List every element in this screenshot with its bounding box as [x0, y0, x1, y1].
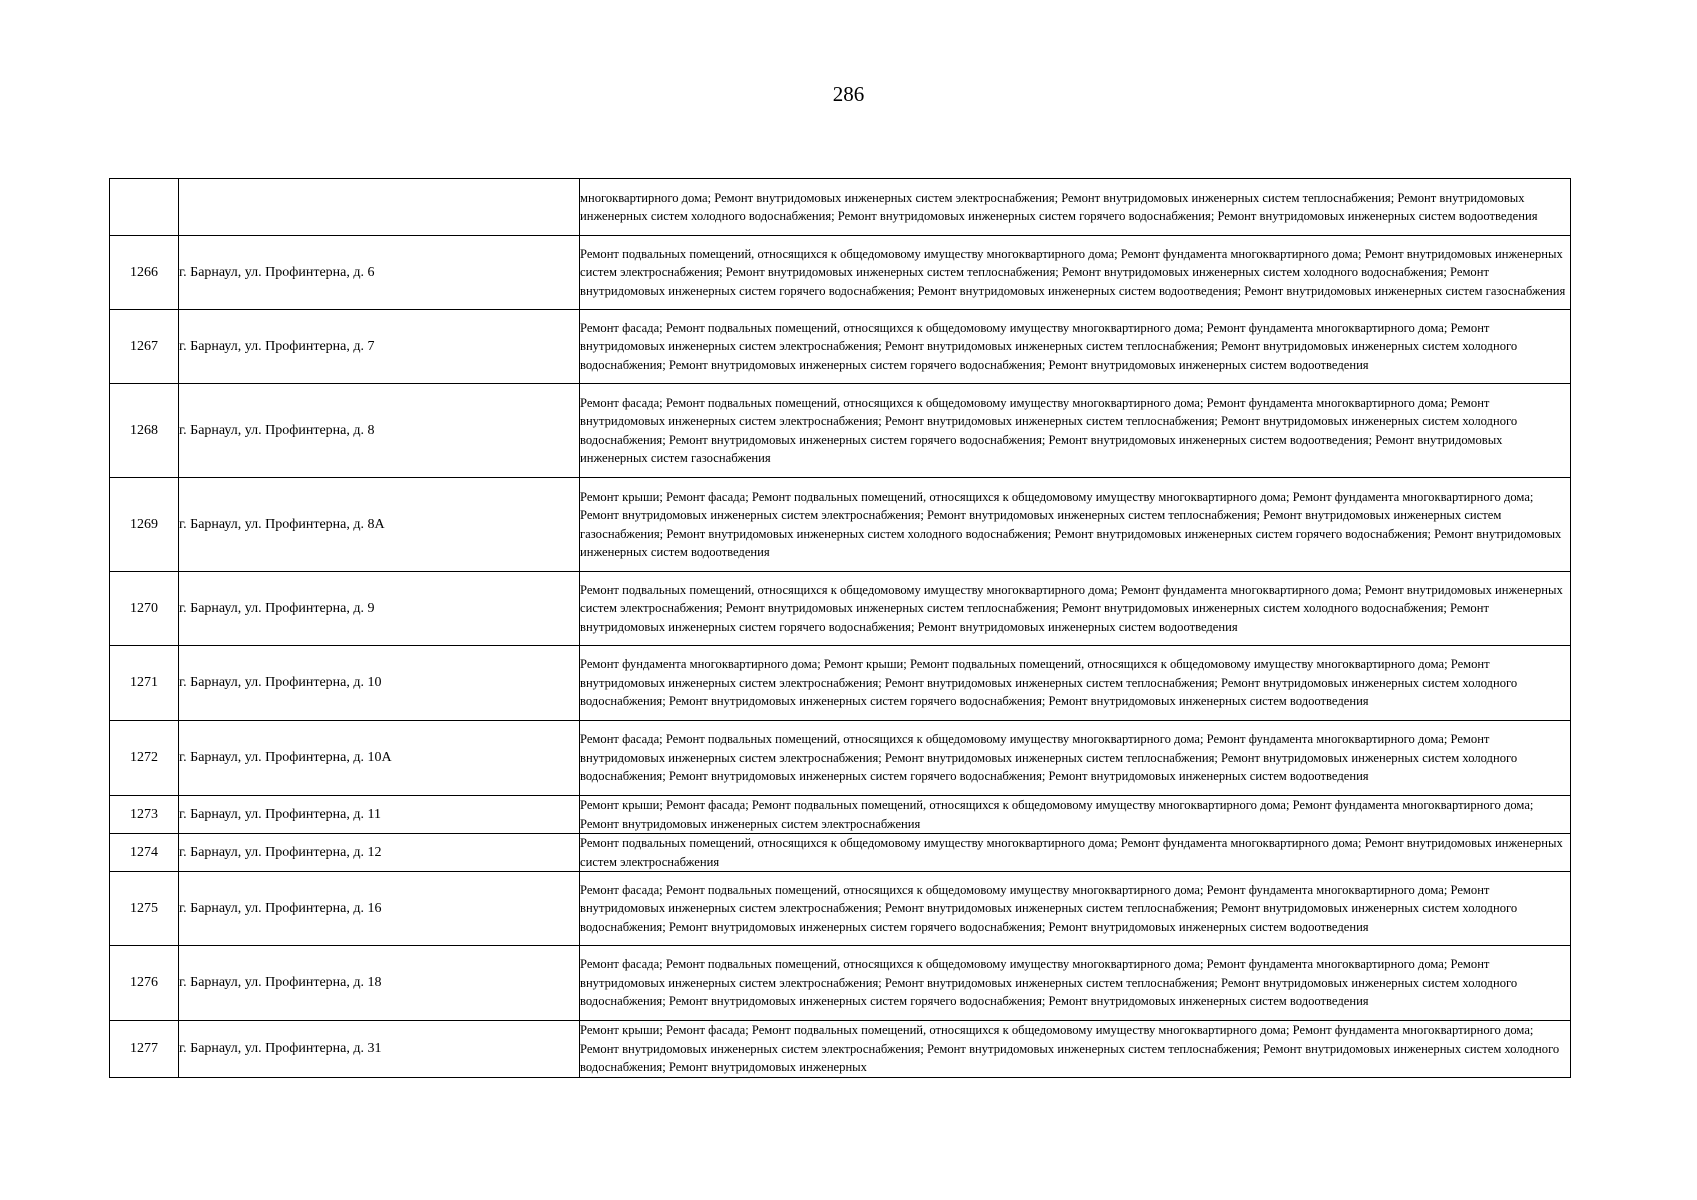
- row-number: 1274: [110, 834, 179, 872]
- row-address: г. Барнаул, ул. Профинтерна, д. 7: [179, 310, 580, 384]
- row-address: [179, 179, 580, 236]
- row-number: [110, 179, 179, 236]
- row-works: многоквартирного дома; Ремонт внутридомовых инженерных систем электроснабжения; Ремонт внутридомовых инженерных систем теплоснабжения; Ремонт внутридомовых инженерных систем холодного водоснабжения; Ремонт внутридомовых инженерных систем горячего водоснабжения; Ремонт внутридомовых инженерных систем водоотведения: [580, 179, 1571, 236]
- table-row: [110, 572, 1571, 646]
- row-works: Ремонт подвальных помещений, относящихся к общедомовому имуществу многоквартирного дома; Ремонт фундамента многоквартирного дома; Ремонт внутридомовых инженерных систем электроснабжения; Ремонт внутридомовых инженерных систем теплоснабжения; Ремонт внутридомовых инженерных систем холодного водоснабжения; Ремонт внутридомовых инженерных систем горячего водоснабжения; Ремонт внутридомовых инженерных систем водоотведения; Ремонт внутридомовых инженерных систем газоснабжения: [580, 236, 1571, 310]
- row-address: г. Барнаул, ул. Профинтерна, д. 8: [179, 384, 580, 478]
- row-works: Ремонт крыши; Ремонт фасада; Ремонт подвальных помещений, относящихся к общедомовому имуществу многоквартирного дома; Ремонт фундамента многоквартирного дома; Ремонт внутридомовых инженерных систем электроснабжения; Ремонт внутридомовых инженерных систем теплоснабжения; Ремонт внутридомовых инженерных систем холодного водоснабжения; Ремонт внутридомовых инженерных: [580, 1021, 1571, 1078]
- row-address: г. Барнаул, ул. Профинтерна, д. 12: [179, 834, 580, 872]
- page-number: 286: [832, 82, 865, 106]
- row-address: г. Барнаул, ул. Профинтерна, д. 16: [179, 872, 580, 946]
- row-number: 1273: [110, 796, 179, 834]
- row-number: 1271: [110, 646, 179, 721]
- row-works: Ремонт фасада; Ремонт подвальных помещений, относящихся к общедомовому имуществу многоквартирного дома; Ремонт фундамента многоквартирного дома; Ремонт внутридомовых инженерных систем электроснабжения; Ремонт внутридомовых инженерных систем теплоснабжения; Ремонт внутридомовых инженерных систем холодного водоснабжения; Ремонт внутридомовых инженерных систем горячего водоснабжения; Ремонт внутридомовых инженерных систем водоотведения: [580, 872, 1571, 946]
- row-address: г. Барнаул, ул. Профинтерна, д. 9: [179, 572, 580, 646]
- row-works: Ремонт фасада; Ремонт подвальных помещений, относящихся к общедомовому имуществу многоквартирного дома; Ремонт фундамента многоквартирного дома; Ремонт внутридомовых инженерных систем электроснабжения; Ремонт внутридомовых инженерных систем теплоснабжения; Ремонт внутридомовых инженерных систем холодного водоснабжения; Ремонт внутридомовых инженерных систем горячего водоснабжения; Ремонт внутридомовых инженерных систем водоотведения; Ремонт внутридомовых инженерных систем газоснабжения: [580, 384, 1571, 478]
- row-number: 1276: [110, 946, 179, 1021]
- table-row: [110, 384, 1571, 478]
- row-number: 1269: [110, 478, 179, 572]
- table-row: [110, 179, 1571, 236]
- table-row: [110, 310, 1571, 384]
- row-number: 1277: [110, 1021, 179, 1078]
- table-row: [110, 834, 1571, 872]
- table-row: [110, 646, 1571, 721]
- row-works: Ремонт крыши; Ремонт фасада; Ремонт подвальных помещений, относящихся к общедомовому имуществу многоквартирного дома; Ремонт фундамента многоквартирного дома; Ремонт внутридомовых инженерных систем электроснабжения; Ремонт внутридомовых инженерных систем теплоснабжения; Ремонт внутридомовых инженерных систем газоснабжения; Ремонт внутридомовых инженерных систем холодного водоснабжения; Ремонт внутридомовых инженерных систем горячего водоснабжения; Ремонт внутридомовых инженерных систем водоотведения: [580, 478, 1571, 572]
- row-address: г. Барнаул, ул. Профинтерна, д. 6: [179, 236, 580, 310]
- row-works: Ремонт фасада; Ремонт подвальных помещений, относящихся к общедомовому имуществу многоквартирного дома; Ремонт фундамента многоквартирного дома; Ремонт внутридомовых инженерных систем электроснабжения; Ремонт внутридомовых инженерных систем теплоснабжения; Ремонт внутридомовых инженерных систем холодного водоснабжения; Ремонт внутридомовых инженерных систем горячего водоснабжения; Ремонт внутридомовых инженерных систем водоотведения: [580, 721, 1571, 796]
- row-number: 1266: [110, 236, 179, 310]
- table-row: [110, 872, 1571, 946]
- row-address: г. Барнаул, ул. Профинтерна, д. 11: [179, 796, 580, 834]
- table-row: [110, 478, 1571, 572]
- row-works: Ремонт подвальных помещений, относящихся к общедомовому имуществу многоквартирного дома; Ремонт фундамента многоквартирного дома; Ремонт внутридомовых инженерных систем электроснабжения: [580, 834, 1571, 872]
- table-row: [110, 1021, 1571, 1078]
- row-works: Ремонт фундамента многоквартирного дома; Ремонт крыши; Ремонт подвальных помещений, относящихся к общедомовому имуществу многоквартирного дома; Ремонт внутридомовых инженерных систем электроснабжения; Ремонт внутридомовых инженерных систем теплоснабжения; Ремонт внутридомовых инженерных систем холодного водоснабжения; Ремонт внутридомовых инженерных систем горячего водоснабжения; Ремонт внутридомовых инженерных систем водоотведения: [580, 646, 1571, 721]
- row-number: 1267: [110, 310, 179, 384]
- row-works: Ремонт фасада; Ремонт подвальных помещений, относящихся к общедомовому имуществу многоквартирного дома; Ремонт фундамента многоквартирного дома; Ремонт внутридомовых инженерных систем электроснабжения; Ремонт внутридомовых инженерных систем теплоснабжения; Ремонт внутридомовых инженерных систем холодного водоснабжения; Ремонт внутридомовых инженерных систем горячего водоснабжения; Ремонт внутридомовых инженерных систем водоотведения: [580, 310, 1571, 384]
- row-address: г. Барнаул, ул. Профинтерна, д. 10А: [179, 721, 580, 796]
- row-number: 1270: [110, 572, 179, 646]
- row-number: 1275: [110, 872, 179, 946]
- row-works: Ремонт подвальных помещений, относящихся к общедомовому имуществу многоквартирного дома; Ремонт фундамента многоквартирного дома; Ремонт внутридомовых инженерных систем электроснабжения; Ремонт внутридомовых инженерных систем теплоснабжения; Ремонт внутридомовых инженерных систем холодного водоснабжения; Ремонт внутридомовых инженерных систем горячего водоснабжения; Ремонт внутридомовых инженерных систем водоотведения: [580, 572, 1571, 646]
- table-row: [110, 796, 1571, 834]
- row-works: Ремонт фасада; Ремонт подвальных помещений, относящихся к общедомовому имуществу многоквартирного дома; Ремонт фундамента многоквартирного дома; Ремонт внутридомовых инженерных систем электроснабжения; Ремонт внутридомовых инженерных систем теплоснабжения; Ремонт внутридомовых инженерных систем холодного водоснабжения; Ремонт внутридомовых инженерных систем горячего водоснабжения; Ремонт внутридомовых инженерных систем водоотведения: [580, 946, 1571, 1021]
- table-row: [110, 946, 1571, 1021]
- row-number: 1268: [110, 384, 179, 478]
- table-row: [110, 721, 1571, 796]
- row-address: г. Барнаул, ул. Профинтерна, д. 8А: [179, 478, 580, 572]
- row-address: г. Барнаул, ул. Профинтерна, д. 18: [179, 946, 580, 1021]
- row-number: 1272: [110, 721, 179, 796]
- row-address: г. Барнаул, ул. Профинтерна, д. 31: [179, 1021, 580, 1078]
- table-row: [110, 236, 1571, 310]
- row-works: Ремонт крыши; Ремонт фасада; Ремонт подвальных помещений, относящихся к общедомовому имуществу многоквартирного дома; Ремонт фундамента многоквартирного дома; Ремонт внутридомовых инженерных систем электроснабжения: [580, 796, 1571, 834]
- row-address: г. Барнаул, ул. Профинтерна, д. 10: [179, 646, 580, 721]
- repair-register-table: [109, 178, 1571, 1078]
